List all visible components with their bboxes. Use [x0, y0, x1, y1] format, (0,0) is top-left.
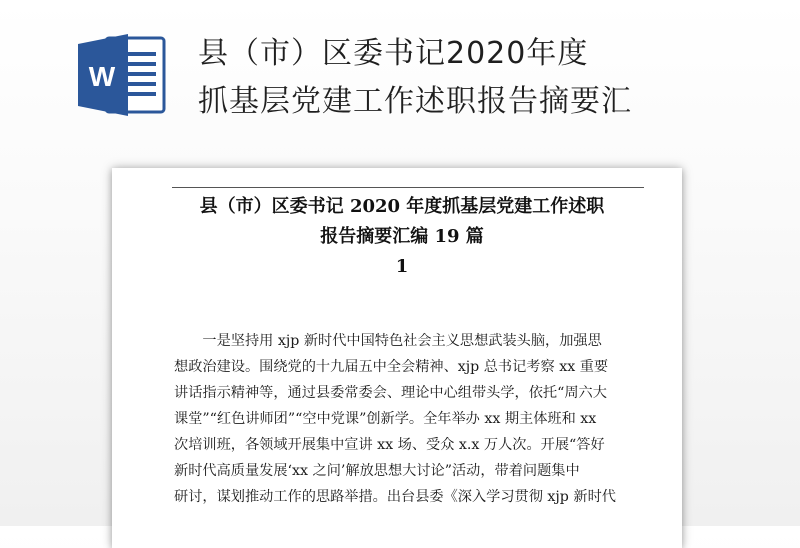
document-title-line-1: 县（市）区委书记 2020 年度抓基层党建工作述职 — [199, 196, 605, 217]
document-title-line-2: 报告摘要汇编 19 篇 — [320, 226, 484, 247]
section-number: 1 — [395, 256, 409, 277]
document-title — [152, 192, 652, 282]
document-page — [112, 168, 682, 548]
body-paragraph — [174, 328, 646, 510]
svg-text:W: W — [88, 61, 116, 92]
body-line: 新时代高质量发展‘xx 之问’解放思想大讨论”活动，带着问题集中 — [174, 463, 580, 479]
body-line: 讲话指示精神等，通过县委常委会、理论中心组带头学，依托“周六大 — [174, 385, 607, 401]
title-line-1: 县（市）区委书记2020年度 — [198, 36, 589, 71]
title-line-2: 抓基层党建工作述职报告摘要汇 — [198, 84, 632, 119]
word-document-icon — [78, 32, 168, 118]
body-line: 一是坚持用 xjp 新时代中国特色社会主义思想武装头脑，加强思 — [174, 333, 602, 349]
header-banner — [0, 0, 800, 150]
body-line: 次培训班，各领域开展集中宣讲 xx 场、受众 x.x 万人次。开展“答好 — [174, 437, 605, 453]
header-rule — [172, 187, 644, 188]
body-line: 研讨，谋划推动工作的思路举措。出台县委《深入学习贯彻 xjp 新时代 — [174, 489, 616, 505]
body-line: 想政治建设。围绕党的十九届五中全会精神、xjp 总书记考察 xx 重要 — [174, 359, 609, 375]
body-line: 课堂”“红色讲师团”“空中党课”创新学。全年举办 xx 期主体班和 xx — [174, 411, 597, 427]
page-title — [198, 30, 788, 126]
